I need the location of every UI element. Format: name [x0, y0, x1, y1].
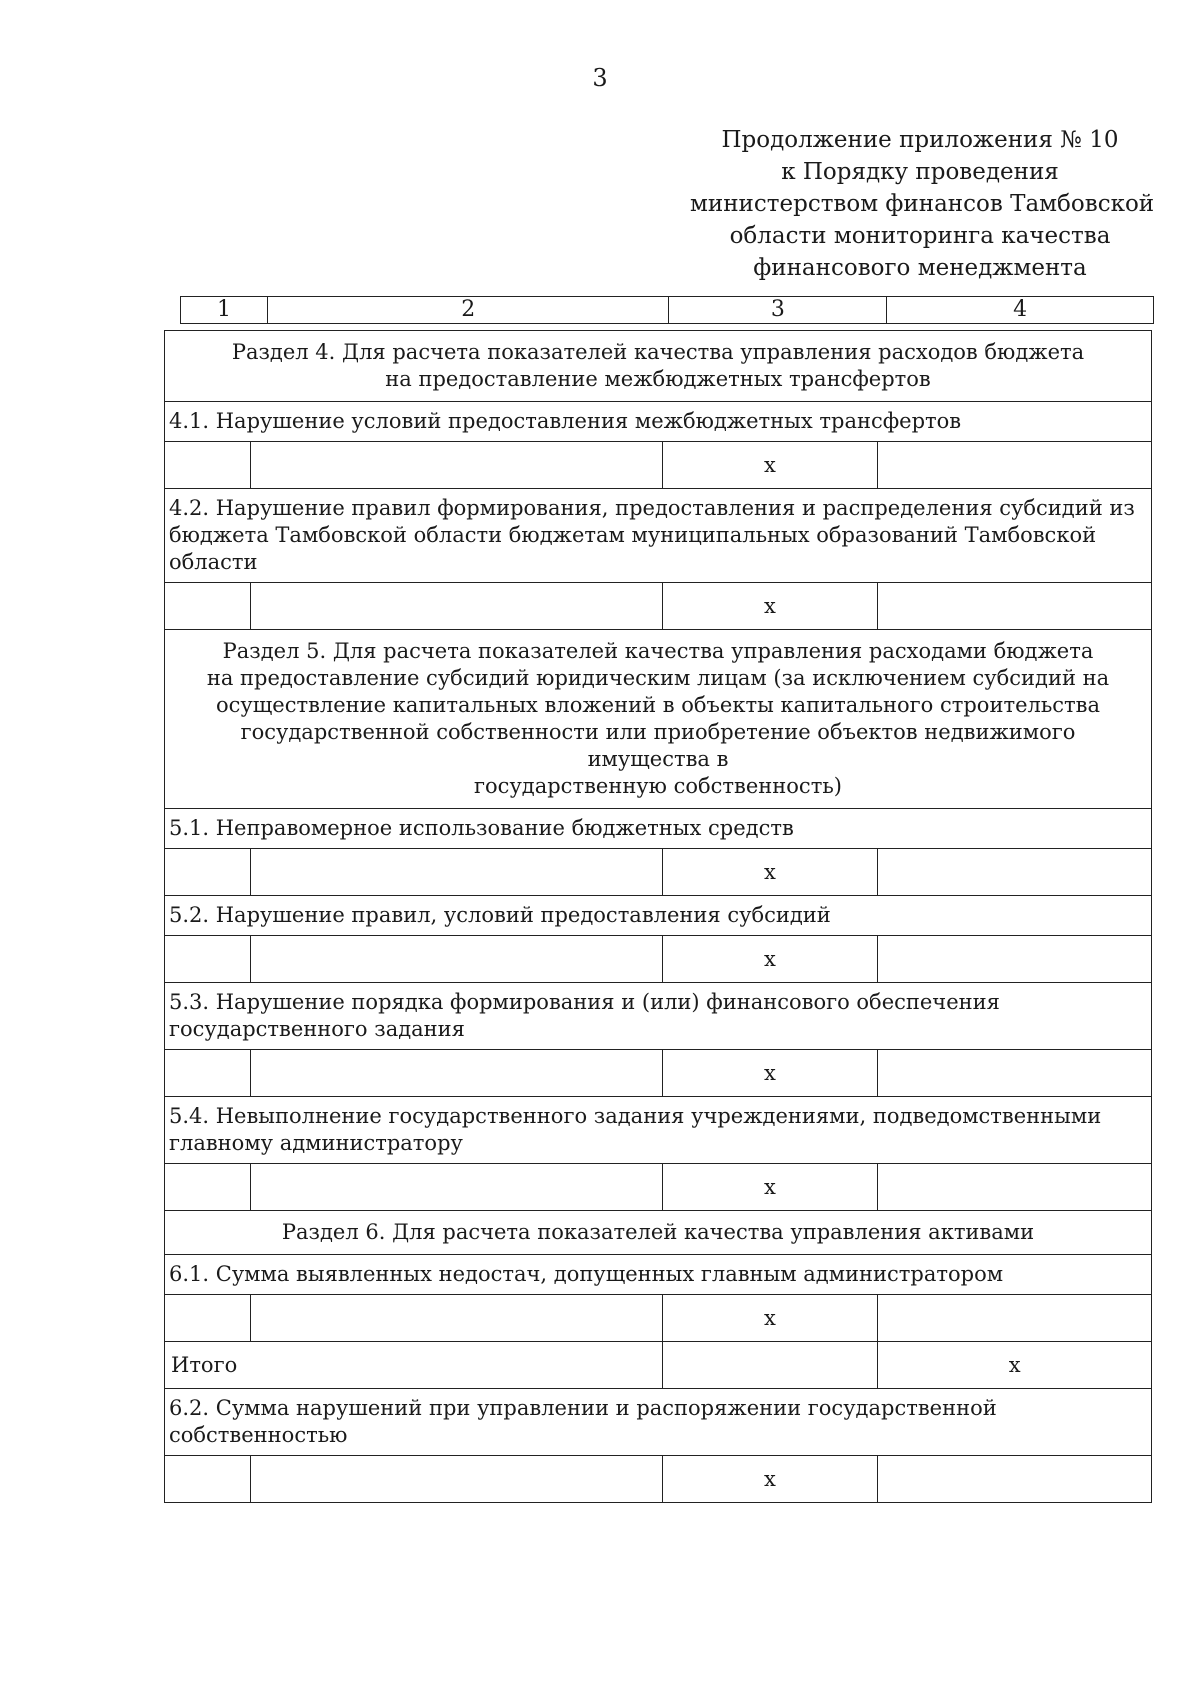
cell-col2: [250, 1050, 662, 1097]
table-row: [165, 936, 1152, 983]
cell-col2: [250, 442, 662, 489]
table-row: [165, 583, 1152, 630]
cell-col2: [250, 936, 662, 983]
section-4-heading: [165, 331, 1152, 402]
cell-col1: [165, 583, 251, 630]
cell-col1: [165, 1050, 251, 1097]
cell-col4: [878, 936, 1152, 983]
section-line: государственную собственность): [474, 774, 842, 798]
item-4-2: 4.2. Нарушение правил формирования, предоставления и распределения субсидий из бюджета Тамбовской области бюджетам муниципальных образований Тамбовской области: [165, 489, 1152, 583]
column-number: 1: [181, 297, 268, 324]
header-line: области мониторинга качества: [729, 223, 1111, 249]
cell-col4: [878, 1456, 1152, 1503]
table-row: [165, 1050, 1152, 1097]
item-4-1: 4.1. Нарушение условий предоставления межбюджетных трансфертов: [165, 402, 1152, 442]
item-5-3: 5.3. Нарушение порядка формирования и (или) финансового обеспечения государственного задания: [165, 983, 1152, 1050]
appendix-header: [690, 124, 1155, 284]
section-line: осуществление капитальных вложений в объекты капитального строительства: [216, 693, 1100, 717]
table-row: [165, 1295, 1152, 1342]
cell-mark: х: [878, 1342, 1152, 1389]
section-line: на предоставление межбюджетных трансфертов: [385, 367, 931, 391]
item-6-1: 6.1. Сумма выявленных недостач, допущенных главным администратором: [165, 1255, 1152, 1295]
cell-mark: х: [662, 849, 878, 896]
table-row: [165, 1164, 1152, 1211]
section-line: Раздел 6. Для расчета показателей качества управления активами: [281, 1220, 1035, 1244]
total-row: [165, 1342, 1152, 1389]
cell-mark: х: [662, 936, 878, 983]
section-line: на предоставление субсидий юридическим лицам (за исключением субсидий на: [206, 666, 1110, 690]
item-6-2: 6.2. Сумма нарушений при управлении и распоряжении государственной собственностью: [165, 1389, 1152, 1456]
cell-mark: х: [662, 442, 878, 489]
section-5-heading: [165, 630, 1152, 809]
header-line: Продолжение приложения № 10: [721, 127, 1119, 153]
column-number-row: [180, 296, 1154, 324]
cell-mark: х: [662, 583, 878, 630]
section-6-heading: [165, 1211, 1152, 1255]
page-number: 3: [592, 64, 608, 92]
cell-col2: [250, 1456, 662, 1503]
cell-mark: х: [662, 1164, 878, 1211]
cell-col1: [165, 1164, 251, 1211]
cell-col2: [250, 1164, 662, 1211]
header-line: министерством финансов Тамбовской: [690, 191, 1155, 217]
cell-col4: [878, 442, 1152, 489]
cell-col3: [662, 1342, 878, 1389]
cell-col4: [878, 583, 1152, 630]
column-number: 3: [669, 297, 887, 324]
item-5-4: 5.4. Невыполнение государственного задания учреждениями, подведомственными главному администратору: [165, 1097, 1152, 1164]
cell-col4: [878, 849, 1152, 896]
section-line: Раздел 5. Для расчета показателей качества управления расходами бюджета: [222, 639, 1094, 663]
header-line: финансового менеджмента: [753, 255, 1087, 281]
column-number: 2: [267, 297, 669, 324]
item-5-1: 5.1. Неправомерное использование бюджетных средств: [165, 809, 1152, 849]
table-row: [165, 1456, 1152, 1503]
header-line: к Порядку проведения: [781, 159, 1059, 185]
cell-col2: [250, 1295, 662, 1342]
cell-col1: [165, 1295, 251, 1342]
cell-col2: [250, 849, 662, 896]
column-number: 4: [887, 297, 1154, 324]
cell-col4: [878, 1050, 1152, 1097]
cell-mark: х: [662, 1050, 878, 1097]
cell-col4: [878, 1164, 1152, 1211]
cell-col1: [165, 442, 251, 489]
item-5-2: 5.2. Нарушение правил, условий предоставления субсидий: [165, 896, 1152, 936]
cell-col1: [165, 849, 251, 896]
section-line: Раздел 4. Для расчета показателей качества управления расходов бюджета: [231, 340, 1085, 364]
cell-col2: [250, 583, 662, 630]
cell-mark: х: [662, 1456, 878, 1503]
monitoring-table: [164, 330, 1152, 1503]
section-line: государственной собственности или приобретение объектов недвижимого имущества в: [240, 720, 1076, 771]
cell-col1: [165, 1456, 251, 1503]
table-row: [165, 442, 1152, 489]
cell-mark: х: [662, 1295, 878, 1342]
cell-col4: [878, 1295, 1152, 1342]
cell-col1: [165, 936, 251, 983]
total-label: Итого: [165, 1342, 663, 1389]
table-row: [165, 849, 1152, 896]
